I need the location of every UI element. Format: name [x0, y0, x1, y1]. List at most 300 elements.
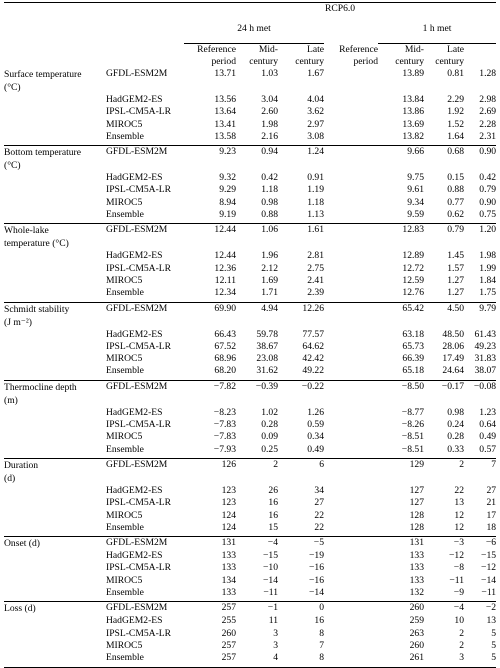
table-row: [4, 184, 496, 196]
value-ref-1h: 13.82: [402, 130, 424, 142]
value-ref-1h: 128: [409, 521, 424, 533]
value-ref-24h: 8.94: [219, 196, 236, 208]
value-late-24h: 34: [314, 484, 324, 496]
value-late-1h: 5: [491, 627, 497, 639]
variable-label: [4, 263, 106, 275]
model-name: IPSL-CM5A-LR: [106, 106, 172, 118]
table-footer: [4, 667, 496, 668]
value-mid-24h: 1.98: [261, 118, 278, 130]
value-mid-1h: 1.27: [447, 274, 464, 286]
value-mid-1h: 22: [454, 484, 464, 496]
value-late-1h: 61.43: [474, 328, 497, 340]
value-ref-24h: 126: [184, 458, 236, 485]
value-ref-1h: 13.69: [402, 118, 424, 130]
table-row: [4, 550, 496, 562]
model-name: MIROC5: [106, 574, 143, 586]
value-late-1h: 0.42: [479, 172, 497, 184]
table-row: [4, 587, 496, 602]
table-row: [4, 431, 496, 443]
model-name: IPSL-CM5A-LR: [106, 497, 172, 509]
table-row: [4, 615, 496, 627]
variable-label: [4, 562, 106, 574]
group-loss: [4, 602, 496, 667]
table-row: [4, 419, 496, 431]
table-row: [4, 510, 496, 522]
value-ref-24h: −8.23: [213, 406, 236, 418]
table-row: [4, 329, 496, 341]
value-ref-24h: −7.83: [213, 419, 236, 431]
value-ref-1h: 12.59: [402, 274, 424, 286]
value-mid-24h: 0.28: [261, 419, 278, 431]
value-late-1h: −12: [481, 562, 497, 574]
table-row: [4, 380, 496, 407]
model-name: GFDL-ESM2M: [106, 537, 184, 551]
value-late-24h: 22: [314, 521, 324, 533]
value-mid-1h: 0.68: [424, 146, 464, 173]
value-ref-24h: 12.36: [214, 262, 236, 274]
model-name: GFDL-ESM2M: [106, 458, 184, 485]
value-late-1h: 13: [486, 615, 497, 627]
value-late-24h: 1.19: [307, 184, 324, 196]
value-ref-24h: 68.96: [214, 353, 236, 365]
variable-label: Surface temperature (°C): [4, 69, 82, 93]
value-mid-24h: −15: [262, 550, 278, 562]
value-mid-24h: −11: [263, 587, 278, 599]
value-ref-1h: 259: [409, 615, 424, 627]
value-mid-1h: 0.77: [447, 196, 464, 208]
value-ref-24h: 260: [221, 627, 236, 639]
variable-label: Loss (d): [4, 602, 106, 616]
value-late-24h: 3.08: [307, 130, 324, 142]
value-mid-1h: 13: [454, 497, 464, 509]
model-name: GFDL-ESM2M: [106, 602, 184, 616]
table-row: [4, 263, 496, 275]
value-mid-24h: 4: [273, 652, 278, 664]
model-name: Ensemble: [106, 209, 144, 221]
value-late-1h: 1.23: [479, 406, 497, 418]
value-ref-1h: 65.42: [378, 302, 424, 329]
value-late-24h: 0: [278, 602, 324, 616]
group-bottom-temperature: [4, 146, 496, 224]
value-late-24h: 1.13: [307, 209, 324, 221]
model-name: IPSL-CM5A-LR: [106, 627, 172, 639]
value-late-1h: −14: [481, 574, 497, 586]
value-mid-1h: 2.29: [447, 94, 464, 105]
model-name: HadGEM2-ES: [106, 250, 163, 262]
model-name: IPSL-CM5A-LR: [106, 562, 172, 574]
variable-label: [4, 587, 106, 602]
value-mid-1h: 2: [459, 639, 464, 651]
value-mid-24h: 2: [236, 458, 278, 485]
table-row: [4, 209, 496, 224]
value-ref-1h: 13.89: [402, 68, 424, 79]
value-late-1h: 1.99: [479, 262, 497, 274]
value-ref-1h: −8.50: [378, 380, 424, 407]
value-late-24h: 8: [319, 627, 324, 639]
variable-label: [4, 419, 106, 431]
model-name: MIROC5: [106, 118, 143, 130]
value-mid-1h: −11: [449, 574, 464, 586]
variable-label: [4, 522, 106, 537]
variable-label: [4, 329, 106, 341]
value-mid-1h: 0.15: [447, 172, 464, 184]
value-late-1h: 0.75: [479, 209, 497, 221]
value-late-24h: 2.41: [307, 274, 324, 286]
model-name: GFDL-ESM2M: [106, 224, 184, 251]
value-mid-1h: 28.06: [442, 340, 464, 352]
col-head-ref-1h: Reference period: [339, 43, 378, 67]
value-ref-24h: 66.43: [214, 328, 236, 340]
value-late-1h: 1.20: [464, 224, 496, 251]
value-late-24h: 42.42: [302, 353, 324, 365]
value-ref-1h: 65.73: [402, 340, 424, 352]
variable-label: [4, 275, 106, 287]
variable-label: [4, 615, 106, 627]
table-row: [4, 497, 496, 509]
value-ref-24h: 255: [221, 615, 236, 627]
group-whole-lake-temperature: [4, 224, 496, 302]
value-mid-24h: 1.69: [261, 274, 278, 286]
value-mid-24h: −4: [236, 537, 278, 551]
value-mid-24h: 26: [268, 484, 278, 496]
table-row: [4, 197, 496, 209]
value-ref-24h: 124: [221, 521, 236, 533]
value-ref-1h: 12.83: [378, 224, 424, 251]
value-ref-1h: −8.77: [401, 406, 424, 418]
col-head-late-24h: Late century: [295, 44, 324, 67]
variable-label: [4, 94, 106, 106]
value-late-1h: −6: [464, 537, 496, 551]
value-late-24h: 6: [278, 458, 324, 485]
variable-label: [4, 575, 106, 587]
value-mid-1h: 0.79: [424, 224, 464, 251]
model-name: HadGEM2-ES: [106, 406, 163, 418]
value-mid-24h: 1.06: [236, 224, 278, 251]
table-row: [4, 172, 496, 184]
value-mid-24h: 11: [268, 615, 278, 627]
variable-label: [4, 250, 106, 262]
table-row: [4, 444, 496, 459]
value-ref-24h: 9.29: [219, 184, 236, 196]
value-mid-1h: −4: [424, 602, 464, 616]
variable-label: [4, 628, 106, 640]
value-ref-24h: 68.20: [214, 365, 236, 377]
variable-label: [4, 197, 106, 209]
value-late-1h: 38.07: [474, 365, 497, 377]
value-ref-24h: 257: [184, 602, 236, 616]
value-late-1h: 1.84: [479, 274, 497, 286]
value-ref-1h: 12.72: [402, 262, 424, 274]
value-mid-24h: 2.16: [261, 130, 278, 142]
table-row: [4, 94, 496, 106]
value-ref-24h: 123: [221, 497, 236, 509]
value-late-24h: 3.62: [307, 106, 324, 118]
value-mid-1h: 0.98: [447, 406, 464, 418]
variable-label: Bottom temperature (°C): [4, 146, 106, 173]
value-late-24h: 16: [314, 615, 324, 627]
value-mid-1h: 24.64: [442, 365, 464, 377]
value-mid-24h: 1.96: [261, 250, 278, 262]
value-ref-24h: 12.34: [214, 287, 236, 299]
value-late-1h: −11: [481, 587, 497, 599]
model-name: GFDL-ESM2M: [106, 302, 184, 329]
model-name: MIROC5: [106, 353, 143, 365]
value-late-24h: 0.91: [307, 172, 324, 184]
value-ref-24h: 134: [221, 574, 236, 586]
value-late-24h: 1.24: [278, 146, 324, 173]
value-mid-1h: −0.17: [424, 380, 464, 407]
value-mid-24h: 3: [273, 627, 278, 639]
value-mid-24h: −0.39: [236, 380, 278, 407]
value-ref-24h: 257: [221, 652, 236, 664]
value-mid-1h: −8: [453, 562, 464, 574]
value-ref-24h: −7.83: [213, 431, 236, 443]
value-mid-1h: 1.27: [447, 287, 464, 299]
value-late-24h: −16: [308, 574, 324, 586]
variable-label: [4, 497, 106, 509]
table-row: [4, 522, 496, 537]
table-row: [4, 302, 496, 329]
table-row: [4, 146, 496, 173]
model-name: MIROC5: [106, 196, 143, 208]
value-ref-24h: 67.52: [214, 340, 236, 352]
value-late-24h: 2.75: [307, 262, 324, 274]
scenario-heading: RCP6.0: [184, 3, 496, 24]
value-late-1h: 1.28: [479, 68, 497, 79]
value-late-24h: −14: [308, 587, 324, 599]
value-ref-1h: 13.86: [402, 106, 424, 118]
value-mid-24h: 0.98: [261, 196, 278, 208]
value-ref-24h: 12.11: [214, 274, 236, 286]
table-row: [4, 106, 496, 118]
value-late-1h: 2.28: [479, 118, 497, 130]
value-mid-1h: 0.24: [447, 419, 464, 431]
value-late-1h: 0.64: [479, 419, 497, 431]
value-ref-24h: 9.23: [184, 146, 236, 173]
value-ref-24h: 133: [221, 550, 236, 562]
value-mid-24h: 1.18: [261, 184, 278, 196]
variable-label: [4, 353, 106, 365]
model-name: IPSL-CM5A-LR: [106, 262, 172, 274]
variable-label: [4, 431, 106, 443]
value-late-1h: 2.31: [479, 130, 497, 142]
value-ref-1h: 260: [409, 639, 424, 651]
table-row: [4, 537, 496, 551]
value-mid-1h: 10: [454, 615, 464, 627]
value-mid-24h: −14: [262, 574, 278, 586]
col-head-late-1h: Late century: [435, 44, 464, 67]
model-name: IPSL-CM5A-LR: [106, 340, 172, 352]
value-mid-24h: 1.02: [261, 406, 278, 418]
variable-label: Schmidt stability (J m⁻²): [4, 302, 106, 329]
value-late-24h: 7: [319, 639, 324, 651]
table-row: [4, 652, 496, 666]
value-ref-24h: 13.58: [214, 130, 236, 142]
model-name: Ensemble: [106, 130, 144, 142]
value-ref-1h: 9.34: [407, 196, 424, 208]
value-ref-24h: 123: [221, 484, 236, 496]
model-name: HadGEM2-ES: [106, 550, 163, 562]
value-mid-24h: 2.60: [261, 106, 278, 118]
table-row: [4, 68, 496, 94]
variable-label: Onset (d): [4, 537, 106, 551]
table-row: [4, 341, 496, 353]
value-mid-24h: 0.42: [261, 172, 278, 184]
value-late-24h: 0.49: [307, 443, 324, 455]
variable-label: [4, 365, 106, 380]
value-late-24h: 1.61: [278, 224, 324, 251]
table-row: [4, 131, 496, 146]
value-late-1h: 9.79: [464, 302, 496, 329]
group-thermocline-depth: [4, 380, 496, 458]
value-mid-24h: −10: [262, 562, 278, 574]
value-mid-1h: 3: [459, 652, 464, 664]
value-ref-24h: 133: [221, 562, 236, 574]
value-mid-24h: 31.62: [256, 365, 278, 377]
value-late-24h: 22: [314, 509, 324, 521]
model-name: Ensemble: [106, 365, 144, 377]
value-ref-1h: 261: [409, 652, 424, 664]
variable-label: [4, 444, 106, 459]
value-late-1h: 2.69: [479, 106, 497, 118]
value-late-1h: 27: [486, 484, 497, 496]
value-mid-24h: 1.71: [261, 287, 278, 299]
value-late-1h: −15: [481, 550, 497, 562]
value-late-1h: 0.49: [479, 431, 497, 443]
value-late-24h: −0.22: [278, 380, 324, 407]
group-duration: [4, 458, 496, 536]
value-ref-24h: 12.44: [214, 250, 236, 262]
value-mid-1h: 1.64: [447, 130, 464, 142]
table-row: [4, 119, 496, 131]
variable-label: Duration (d): [4, 458, 106, 485]
variable-label: [4, 652, 106, 666]
value-late-24h: 77.57: [302, 328, 324, 340]
model-name: Ensemble: [106, 287, 144, 299]
value-late-1h: 17: [486, 509, 497, 521]
value-ref-1h: 65.18: [402, 365, 424, 377]
value-mid-1h: 0.62: [447, 209, 464, 221]
value-late-24h: −16: [308, 562, 324, 574]
value-late-1h: 0.79: [479, 184, 497, 196]
table-row: [4, 365, 496, 380]
model-name: HadGEM2-ES: [106, 484, 163, 496]
value-late-24h: −19: [308, 550, 324, 562]
value-late-1h: 18: [486, 521, 497, 533]
value-ref-24h: 13.56: [214, 94, 236, 105]
value-mid-1h: 0.88: [447, 184, 464, 196]
value-ref-1h: 127: [409, 497, 424, 509]
value-mid-1h: 1.92: [447, 106, 464, 118]
table-row: [4, 407, 496, 419]
value-ref-1h: 63.18: [402, 328, 424, 340]
value-mid-24h: 0.94: [236, 146, 278, 173]
value-mid-24h: 0.88: [261, 209, 278, 221]
model-name: MIROC5: [106, 639, 143, 651]
value-late-1h: 5: [491, 652, 497, 664]
value-ref-1h: 131: [378, 537, 424, 551]
value-ref-1h: −8.51: [401, 431, 424, 443]
group-onset: [4, 537, 496, 602]
block-1h-heading: 1 h met: [378, 23, 496, 44]
value-late-24h: 4.04: [307, 94, 324, 105]
variable-label: [4, 407, 106, 419]
value-mid-24h: 15: [268, 521, 278, 533]
value-mid-24h: 1.03: [261, 68, 278, 79]
model-name: HadGEM2-ES: [106, 615, 163, 627]
value-mid-24h: 23.08: [256, 353, 278, 365]
table-header: [4, 3, 496, 69]
value-mid-1h: 4.50: [424, 302, 464, 329]
variable-label: [4, 510, 106, 522]
value-ref-24h: 257: [221, 639, 236, 651]
value-ref-1h: 263: [409, 627, 424, 639]
variable-label: [4, 640, 106, 652]
value-ref-24h: −7.82: [184, 380, 236, 407]
table-row: [4, 275, 496, 287]
value-ref-24h: 131: [184, 537, 236, 551]
value-mid-1h: −12: [448, 550, 464, 562]
value-ref-1h: 133: [409, 562, 424, 574]
value-late-1h: 5: [491, 639, 497, 651]
value-mid-1h: 0.81: [447, 68, 464, 79]
value-mid-24h: 3: [273, 639, 278, 651]
value-ref-1h: −8.26: [401, 419, 424, 431]
group-schmidt-stability: [4, 302, 496, 380]
value-ref-1h: 133: [409, 550, 424, 562]
value-mid-1h: 1.52: [447, 118, 464, 130]
value-late-1h: 31.83: [474, 353, 497, 365]
value-ref-1h: 12.76: [402, 287, 424, 299]
model-name: HadGEM2-ES: [106, 172, 163, 184]
variable-label: Whole-lake temperature (°C): [4, 224, 106, 251]
value-late-24h: 8: [319, 652, 324, 664]
value-mid-1h: 0.28: [447, 431, 464, 443]
value-ref-24h: 69.90: [184, 302, 236, 329]
table-row: [4, 628, 496, 640]
value-late-1h: 0.90: [464, 146, 496, 173]
variable-label: [4, 287, 106, 302]
value-ref-24h: −7.93: [213, 443, 236, 455]
value-late-1h: 1.75: [479, 287, 497, 299]
value-ref-1h: −8.51: [401, 443, 424, 455]
value-mid-24h: −1: [236, 602, 278, 616]
value-mid-24h: 16: [268, 497, 278, 509]
value-mid-1h: −3: [424, 537, 464, 551]
value-ref-1h: 127: [409, 484, 424, 496]
value-late-24h: 2.97: [307, 118, 324, 130]
value-ref-24h: 9.19: [219, 209, 236, 221]
value-late-1h: 49.23: [474, 340, 497, 352]
model-name: MIROC5: [106, 431, 143, 443]
table-row: [4, 602, 496, 616]
value-ref-1h: 66.39: [402, 353, 424, 365]
value-mid-24h: 38.67: [256, 340, 278, 352]
variable-label: [4, 485, 106, 497]
value-mid-24h: 4.94: [236, 302, 278, 329]
table-row: [4, 224, 496, 251]
value-ref-24h: 12.44: [184, 224, 236, 251]
value-mid-1h: 2: [424, 458, 464, 485]
value-mid-24h: 16: [268, 509, 278, 521]
value-mid-1h: 1.45: [447, 250, 464, 262]
value-ref-1h: 129: [378, 458, 424, 485]
variable-label: [4, 550, 106, 562]
value-late-24h: 2.39: [307, 287, 324, 299]
value-ref-1h: 128: [409, 509, 424, 521]
value-late-24h: 27: [314, 497, 324, 509]
value-ref-1h: 9.75: [407, 172, 424, 184]
